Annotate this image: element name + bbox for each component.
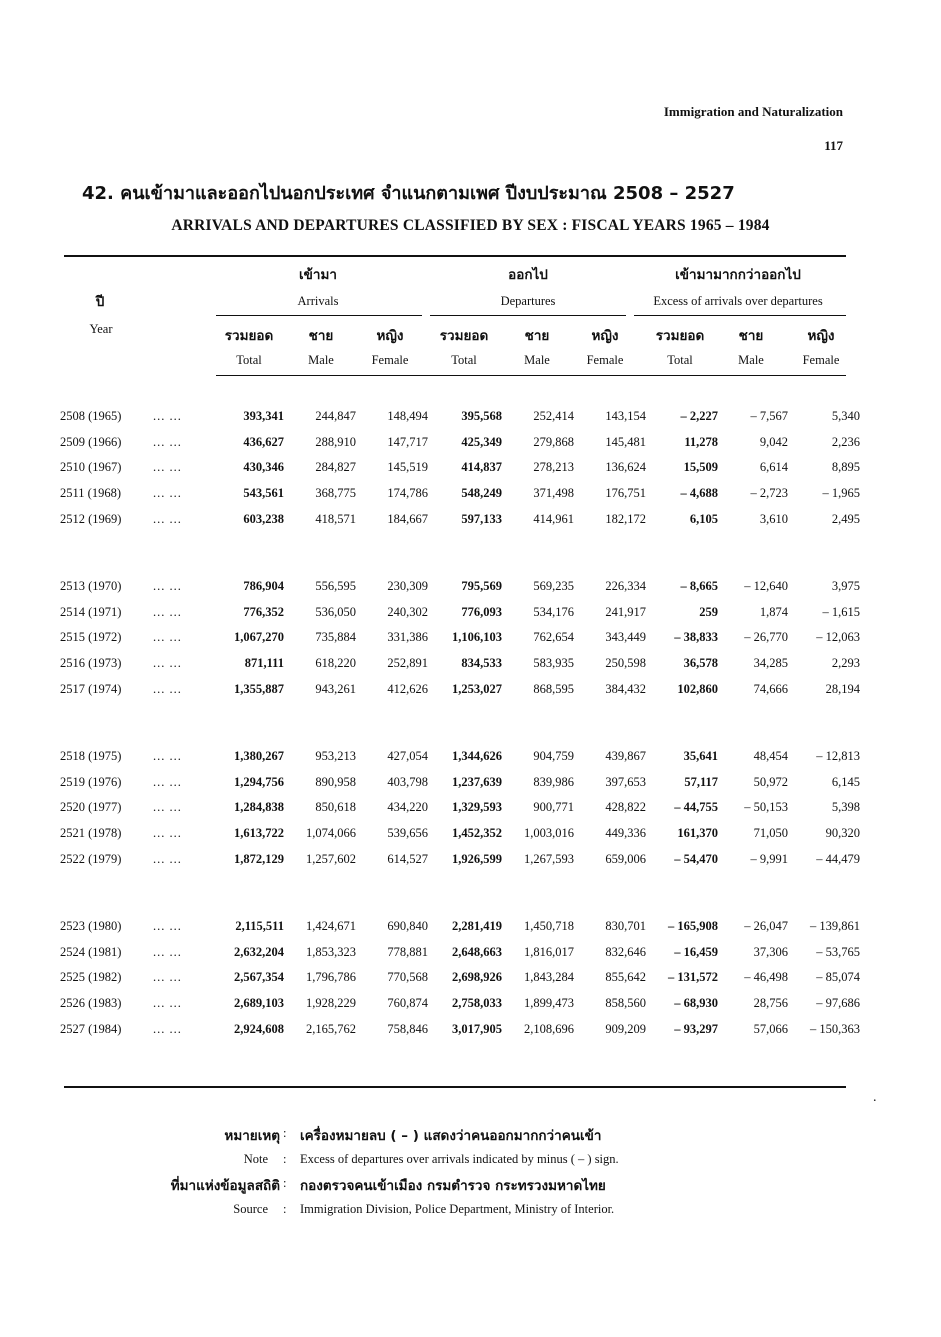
value-cell: 603,238 bbox=[243, 511, 284, 526]
value-cell: 102,860 bbox=[677, 681, 718, 696]
value-cell: 786,904 bbox=[243, 579, 284, 594]
group-spacer bbox=[60, 532, 860, 574]
note-thai-text: เครื่องหมายลบ ( – ) แสดงว่าคนออกมากกว่าคนเข้า bbox=[300, 1128, 602, 1144]
value-cell: 36,578 bbox=[683, 656, 718, 671]
value-cell: 397,653 bbox=[605, 774, 646, 789]
departures-group-rule bbox=[430, 315, 626, 316]
value-cell: 548,249 bbox=[461, 486, 502, 501]
year-cell: 2510 (1967) bbox=[60, 460, 122, 475]
value-cell: 539,656 bbox=[387, 826, 428, 841]
value-cell: 556,595 bbox=[315, 579, 356, 594]
value-cell: 1,267,593 bbox=[524, 851, 574, 866]
value-cell: – 131,572 bbox=[668, 970, 718, 985]
arrivals-group-rule bbox=[216, 315, 422, 316]
value-cell: 2,108,696 bbox=[524, 1021, 574, 1036]
value-cell: 412,626 bbox=[387, 681, 428, 696]
value-cell: – 12,640 bbox=[744, 579, 788, 594]
value-cell: 900,771 bbox=[533, 800, 574, 815]
table-row bbox=[60, 821, 860, 847]
value-cell: 343,449 bbox=[605, 630, 646, 645]
note-english-colon: : bbox=[283, 1152, 287, 1166]
value-cell: 230,309 bbox=[387, 579, 428, 594]
group-spacer bbox=[60, 702, 860, 744]
header-top-rule bbox=[64, 255, 846, 257]
leader-dots: ... ... bbox=[153, 995, 182, 1010]
value-cell: 393,341 bbox=[243, 409, 284, 424]
value-cell: 414,961 bbox=[533, 511, 574, 526]
year-cell: 2520 (1977) bbox=[60, 800, 122, 815]
leader-dots: ... ... bbox=[153, 749, 182, 764]
leader-dots: ... ... bbox=[153, 656, 182, 671]
subheader-rule bbox=[216, 375, 846, 376]
value-cell: 2,236 bbox=[831, 434, 860, 449]
value-cell: – 139,861 bbox=[810, 919, 860, 934]
value-cell: 48,454 bbox=[753, 749, 788, 764]
group-spacer bbox=[60, 872, 860, 914]
value-cell: 2,115,511 bbox=[235, 919, 284, 934]
value-cell: – 26,770 bbox=[744, 630, 788, 645]
value-cell: 288,910 bbox=[315, 434, 356, 449]
subheader-total-english: Total bbox=[236, 353, 262, 367]
year-cell: 2514 (1971) bbox=[60, 604, 122, 619]
value-cell: – 38,833 bbox=[674, 630, 718, 645]
arrivals-header-thai: เข้ามา bbox=[299, 267, 337, 283]
table-bottom-rule bbox=[64, 1086, 846, 1088]
value-cell: 536,050 bbox=[315, 604, 356, 619]
subheader-total-english: Total bbox=[667, 353, 693, 367]
table-row bbox=[60, 1016, 860, 1042]
value-cell: 50,972 bbox=[753, 774, 788, 789]
table-row bbox=[60, 965, 860, 991]
value-cell: 3,610 bbox=[759, 511, 788, 526]
value-cell: 1,355,887 bbox=[234, 681, 284, 696]
value-cell: 1,329,593 bbox=[452, 800, 502, 815]
leader-dots: ... ... bbox=[153, 511, 182, 526]
value-cell: 5,398 bbox=[831, 800, 860, 815]
note-english-text: Excess of departures over arrivals indicated by minus ( – ) sign. bbox=[300, 1152, 619, 1166]
value-cell: 583,935 bbox=[533, 656, 574, 671]
source-thai-text: กองตรวจคนเข้าเมือง กรมตำรวจ กระทรวงมหาดไทย bbox=[300, 1178, 606, 1194]
year-cell: 2527 (1984) bbox=[60, 1021, 122, 1036]
year-cell: 2512 (1969) bbox=[60, 511, 122, 526]
value-cell: 34,285 bbox=[753, 656, 788, 671]
value-cell: 252,414 bbox=[533, 409, 574, 424]
value-cell: – 68,930 bbox=[674, 995, 718, 1010]
leader-dots: ... ... bbox=[153, 434, 182, 449]
value-cell: 2,632,204 bbox=[234, 944, 284, 959]
year-cell: 2523 (1980) bbox=[60, 919, 122, 934]
year-header-english: Year bbox=[89, 322, 113, 336]
value-cell: 597,133 bbox=[461, 511, 502, 526]
value-cell: 279,868 bbox=[533, 434, 574, 449]
source-english-colon: : bbox=[283, 1202, 287, 1216]
value-cell: 2,648,663 bbox=[452, 944, 502, 959]
subheader-male-thai: ชาย bbox=[308, 328, 334, 344]
subheader-female-thai: หญิง bbox=[376, 328, 404, 344]
value-cell: 9,042 bbox=[759, 434, 788, 449]
value-cell: 1,424,671 bbox=[306, 919, 356, 934]
year-cell: 2521 (1978) bbox=[60, 826, 122, 841]
value-cell: 1,816,017 bbox=[524, 944, 574, 959]
table-row bbox=[60, 744, 860, 770]
value-cell: – 4,688 bbox=[680, 486, 718, 501]
subheader-total-english: Total bbox=[451, 353, 477, 367]
value-cell: 758,846 bbox=[387, 1021, 428, 1036]
value-cell: 659,006 bbox=[605, 851, 646, 866]
value-cell: 145,519 bbox=[387, 460, 428, 475]
subheader-female-english: Female bbox=[371, 353, 409, 367]
table-title-thai: 42. คนเข้ามาและออกไปนอกประเทศ จำแนกตามเพศ ปีงบประมาณ 2508 – 2527 bbox=[82, 183, 735, 204]
value-cell: 543,561 bbox=[243, 486, 284, 501]
value-cell: 776,093 bbox=[461, 604, 502, 619]
table-title-english: ARRIVALS AND DEPARTURES CLASSIFIED BY SEX : FISCAL YEARS 1965 – 1984 bbox=[171, 217, 770, 234]
source-english-label: Source bbox=[233, 1202, 268, 1216]
subheader-male-english: Male bbox=[308, 353, 334, 367]
leader-dots: ... ... bbox=[153, 800, 182, 815]
value-cell: 3,017,905 bbox=[452, 1021, 502, 1036]
subheader-female-thai: หญิง bbox=[591, 328, 619, 344]
value-cell: 74,666 bbox=[753, 681, 788, 696]
value-cell: 161,370 bbox=[677, 826, 718, 841]
subheader-total-thai: รวมยอด bbox=[439, 328, 489, 344]
value-cell: 2,495 bbox=[831, 511, 860, 526]
value-cell: 2,293 bbox=[831, 656, 860, 671]
value-cell: 174,786 bbox=[387, 486, 428, 501]
value-cell: 331,386 bbox=[387, 630, 428, 645]
year-cell: 2518 (1975) bbox=[60, 749, 122, 764]
value-cell: 35,641 bbox=[683, 749, 718, 764]
value-cell: – 8,665 bbox=[680, 579, 718, 594]
note-thai-label: หมายเหตุ bbox=[224, 1128, 280, 1144]
value-cell: 1,613,722 bbox=[234, 826, 284, 841]
subheader-male-english: Male bbox=[738, 353, 764, 367]
value-cell: 57,066 bbox=[753, 1021, 788, 1036]
value-cell: 259 bbox=[699, 604, 718, 619]
value-cell: 6,105 bbox=[689, 511, 718, 526]
value-cell: 136,624 bbox=[605, 460, 646, 475]
value-cell: 6,614 bbox=[759, 460, 788, 475]
arrivals-header-english: Arrivals bbox=[297, 294, 339, 308]
value-cell: – 97,686 bbox=[816, 995, 860, 1010]
year-cell: 2509 (1966) bbox=[60, 434, 122, 449]
subheader-female-english: Female bbox=[802, 353, 840, 367]
year-header-thai: ปี bbox=[95, 294, 105, 310]
value-cell: 15,509 bbox=[683, 460, 718, 475]
value-cell: 5,340 bbox=[831, 409, 860, 424]
leader-dots: ... ... bbox=[153, 919, 182, 934]
value-cell: – 12,813 bbox=[816, 749, 860, 764]
value-cell: 1,874 bbox=[759, 604, 788, 619]
value-cell: 371,498 bbox=[533, 486, 574, 501]
value-cell: – 7,567 bbox=[750, 409, 788, 424]
value-cell: 839,986 bbox=[533, 774, 574, 789]
value-cell: – 26,047 bbox=[744, 919, 788, 934]
value-cell: 252,891 bbox=[387, 656, 428, 671]
value-cell: 1,843,284 bbox=[524, 970, 574, 985]
year-cell: 2516 (1973) bbox=[60, 656, 122, 671]
value-cell: 1,294,756 bbox=[234, 774, 284, 789]
value-cell: 1,926,599 bbox=[452, 851, 502, 866]
value-cell: 8,895 bbox=[831, 460, 860, 475]
leader-dots: ... ... bbox=[153, 460, 182, 475]
value-cell: 284,827 bbox=[315, 460, 356, 475]
value-cell: – 93,297 bbox=[674, 1021, 718, 1036]
leader-dots: ... ... bbox=[153, 970, 182, 985]
leader-dots: ... ... bbox=[153, 1021, 182, 1036]
value-cell: 2,689,103 bbox=[234, 995, 284, 1010]
subheader-male-thai: ชาย bbox=[738, 328, 764, 344]
value-cell: – 54,470 bbox=[674, 851, 718, 866]
value-cell: 1,284,838 bbox=[234, 800, 284, 815]
value-cell: 3,975 bbox=[831, 579, 860, 594]
stray-mark: . bbox=[873, 1090, 877, 1105]
value-cell: 1,796,786 bbox=[306, 970, 356, 985]
value-cell: 904,759 bbox=[533, 749, 574, 764]
running-head: Immigration and Naturalization bbox=[663, 104, 843, 119]
value-cell: 143,154 bbox=[605, 409, 646, 424]
leader-dots: ... ... bbox=[153, 630, 182, 645]
value-cell: 1,380,267 bbox=[234, 749, 284, 764]
value-cell: 762,654 bbox=[533, 630, 574, 645]
value-cell: 2,924,608 bbox=[234, 1021, 284, 1036]
value-cell: 241,917 bbox=[605, 604, 646, 619]
value-cell: 182,172 bbox=[605, 511, 646, 526]
source-thai-colon: : bbox=[283, 1176, 287, 1190]
value-cell: – 44,755 bbox=[674, 800, 718, 815]
value-cell: 6,145 bbox=[831, 774, 860, 789]
source-thai-label: ที่มาแห่งข้อมูลสถิติ bbox=[170, 1178, 280, 1194]
table-row bbox=[60, 914, 860, 940]
year-cell: 2511 (1968) bbox=[60, 486, 121, 501]
value-cell: – 53,765 bbox=[816, 944, 860, 959]
value-cell: 2,567,354 bbox=[234, 970, 284, 985]
value-cell: 147,717 bbox=[387, 434, 428, 449]
value-cell: 760,874 bbox=[387, 995, 428, 1010]
table-row bbox=[60, 770, 860, 796]
value-cell: – 12,063 bbox=[816, 630, 860, 645]
value-cell: 1,872,129 bbox=[234, 851, 284, 866]
value-cell: – 2,227 bbox=[680, 409, 718, 424]
value-cell: 778,881 bbox=[387, 944, 428, 959]
value-cell: 28,194 bbox=[825, 681, 860, 696]
subheader-total-thai: รวมยอด bbox=[655, 328, 705, 344]
excess-header-thai: เข้ามามากกว่าออกไป bbox=[675, 267, 801, 283]
leader-dots: ... ... bbox=[153, 851, 182, 866]
year-cell: 2515 (1972) bbox=[60, 630, 122, 645]
table-row bbox=[60, 940, 860, 966]
leader-dots: ... ... bbox=[153, 774, 182, 789]
leader-dots: ... ... bbox=[153, 826, 182, 841]
value-cell: – 150,363 bbox=[810, 1021, 860, 1036]
value-cell: 430,346 bbox=[243, 460, 284, 475]
value-cell: – 50,153 bbox=[744, 800, 788, 815]
value-cell: 1,253,027 bbox=[452, 681, 502, 696]
leader-dots: ... ... bbox=[153, 486, 182, 501]
value-cell: 1,853,323 bbox=[306, 944, 356, 959]
value-cell: – 165,908 bbox=[668, 919, 718, 934]
page-number: 117 bbox=[824, 138, 843, 153]
departures-header-thai: ออกไป bbox=[508, 267, 548, 283]
data-table bbox=[60, 404, 860, 1042]
value-cell: 427,054 bbox=[387, 749, 428, 764]
table-row bbox=[60, 991, 860, 1017]
year-cell: 2525 (1982) bbox=[60, 970, 122, 985]
value-cell: 1,003,016 bbox=[524, 826, 574, 841]
year-cell: 2526 (1983) bbox=[60, 995, 122, 1010]
note-english-label: Note bbox=[243, 1152, 268, 1166]
leader-dots: ... ... bbox=[153, 604, 182, 619]
excess-group-rule bbox=[634, 315, 846, 316]
value-cell: – 1,965 bbox=[822, 486, 860, 501]
value-cell: 395,568 bbox=[461, 409, 502, 424]
subheader-total-thai: รวมยอด bbox=[224, 328, 274, 344]
subheader-female-thai: หญิง bbox=[807, 328, 835, 344]
value-cell: 90,320 bbox=[825, 826, 860, 841]
value-cell: 2,698,926 bbox=[452, 970, 502, 985]
value-cell: 858,560 bbox=[605, 995, 646, 1010]
table-row bbox=[60, 651, 860, 677]
value-cell: 832,646 bbox=[605, 944, 646, 959]
subheader-male-english: Male bbox=[524, 353, 550, 367]
value-cell: 2,165,762 bbox=[306, 1021, 356, 1036]
value-cell: 690,840 bbox=[387, 919, 428, 934]
value-cell: 795,569 bbox=[461, 579, 502, 594]
value-cell: 368,775 bbox=[315, 486, 356, 501]
value-cell: 244,847 bbox=[315, 409, 356, 424]
value-cell: 735,884 bbox=[315, 630, 356, 645]
value-cell: 569,235 bbox=[533, 579, 574, 594]
value-cell: 868,595 bbox=[533, 681, 574, 696]
value-cell: 2,758,033 bbox=[452, 995, 502, 1010]
value-cell: 943,261 bbox=[315, 681, 356, 696]
value-cell: 425,349 bbox=[461, 434, 502, 449]
value-cell: 830,701 bbox=[605, 919, 646, 934]
value-cell: 176,751 bbox=[605, 486, 646, 501]
value-cell: 850,618 bbox=[315, 800, 356, 815]
value-cell: – 2,723 bbox=[750, 486, 788, 501]
value-cell: 770,568 bbox=[387, 970, 428, 985]
value-cell: 278,213 bbox=[533, 460, 574, 475]
source-english-text: Immigration Division, Police Department, Ministry of Interior. bbox=[300, 1202, 615, 1216]
table-row bbox=[60, 600, 860, 626]
value-cell: 240,302 bbox=[387, 604, 428, 619]
year-cell: 2519 (1976) bbox=[60, 774, 122, 789]
value-cell: 418,571 bbox=[315, 511, 356, 526]
value-cell: 436,627 bbox=[243, 434, 284, 449]
value-cell: 1,450,718 bbox=[524, 919, 574, 934]
value-cell: 1,899,473 bbox=[524, 995, 574, 1010]
value-cell: 184,667 bbox=[387, 511, 428, 526]
value-cell: – 1,615 bbox=[822, 604, 860, 619]
value-cell: 226,334 bbox=[605, 579, 646, 594]
value-cell: 384,432 bbox=[605, 681, 646, 696]
leader-dots: ... ... bbox=[153, 681, 182, 696]
value-cell: 834,533 bbox=[461, 656, 502, 671]
value-cell: 145,481 bbox=[605, 434, 646, 449]
year-cell: 2508 (1965) bbox=[60, 409, 122, 424]
value-cell: 1,928,229 bbox=[306, 995, 356, 1010]
value-cell: 449,336 bbox=[605, 826, 646, 841]
leader-dots: ... ... bbox=[153, 409, 182, 424]
value-cell: 403,798 bbox=[387, 774, 428, 789]
year-cell: 2524 (1981) bbox=[60, 944, 122, 959]
value-cell: – 9,991 bbox=[750, 851, 788, 866]
leader-dots: ... ... bbox=[153, 944, 182, 959]
table-row bbox=[60, 846, 860, 872]
value-cell: 614,527 bbox=[387, 851, 428, 866]
note-thai-colon: : bbox=[283, 1126, 287, 1140]
value-cell: 1,106,103 bbox=[452, 630, 502, 645]
table-row bbox=[60, 455, 860, 481]
leader-dots: ... ... bbox=[153, 579, 182, 594]
subheader-female-english: Female bbox=[586, 353, 624, 367]
value-cell: 428,822 bbox=[605, 800, 646, 815]
table-row bbox=[60, 506, 860, 532]
value-cell: 776,352 bbox=[243, 604, 284, 619]
value-cell: 618,220 bbox=[315, 656, 356, 671]
value-cell: 414,837 bbox=[461, 460, 502, 475]
value-cell: 1,452,352 bbox=[452, 826, 502, 841]
table-row bbox=[60, 404, 860, 430]
value-cell: 909,209 bbox=[605, 1021, 646, 1036]
subheader-male-thai: ชาย bbox=[524, 328, 550, 344]
table-row bbox=[60, 676, 860, 702]
value-cell: – 44,479 bbox=[816, 851, 860, 866]
value-cell: 71,050 bbox=[753, 826, 788, 841]
value-cell: 534,176 bbox=[533, 604, 574, 619]
value-cell: 1,067,270 bbox=[234, 630, 284, 645]
departures-header-english: Departures bbox=[500, 294, 556, 308]
value-cell: 2,281,419 bbox=[452, 919, 502, 934]
value-cell: 1,237,639 bbox=[452, 774, 502, 789]
table-row bbox=[60, 430, 860, 456]
value-cell: 434,220 bbox=[387, 800, 428, 815]
year-cell: 2517 (1974) bbox=[60, 681, 122, 696]
table-row bbox=[60, 574, 860, 600]
value-cell: 871,111 bbox=[244, 656, 284, 671]
value-cell: 57,117 bbox=[684, 774, 718, 789]
value-cell: 953,213 bbox=[315, 749, 356, 764]
table-body bbox=[60, 404, 860, 1042]
year-cell: 2522 (1979) bbox=[60, 851, 122, 866]
value-cell: 1,344,626 bbox=[452, 749, 502, 764]
value-cell: – 85,074 bbox=[816, 970, 860, 985]
value-cell: – 46,498 bbox=[744, 970, 788, 985]
value-cell: 28,756 bbox=[753, 995, 788, 1010]
value-cell: 37,306 bbox=[753, 944, 788, 959]
value-cell: 1,074,066 bbox=[306, 826, 356, 841]
value-cell: 11,278 bbox=[684, 434, 718, 449]
table-row bbox=[60, 795, 860, 821]
value-cell: 439,867 bbox=[605, 749, 646, 764]
table-row bbox=[60, 625, 860, 651]
value-cell: 1,257,602 bbox=[306, 851, 356, 866]
excess-header-english: Excess of arrivals over departures bbox=[653, 294, 823, 308]
value-cell: 148,494 bbox=[387, 409, 428, 424]
value-cell: 855,642 bbox=[605, 970, 646, 985]
table-row bbox=[60, 481, 860, 507]
value-cell: 250,598 bbox=[605, 656, 646, 671]
value-cell: – 16,459 bbox=[674, 944, 718, 959]
value-cell: 890,958 bbox=[315, 774, 356, 789]
year-cell: 2513 (1970) bbox=[60, 579, 122, 594]
